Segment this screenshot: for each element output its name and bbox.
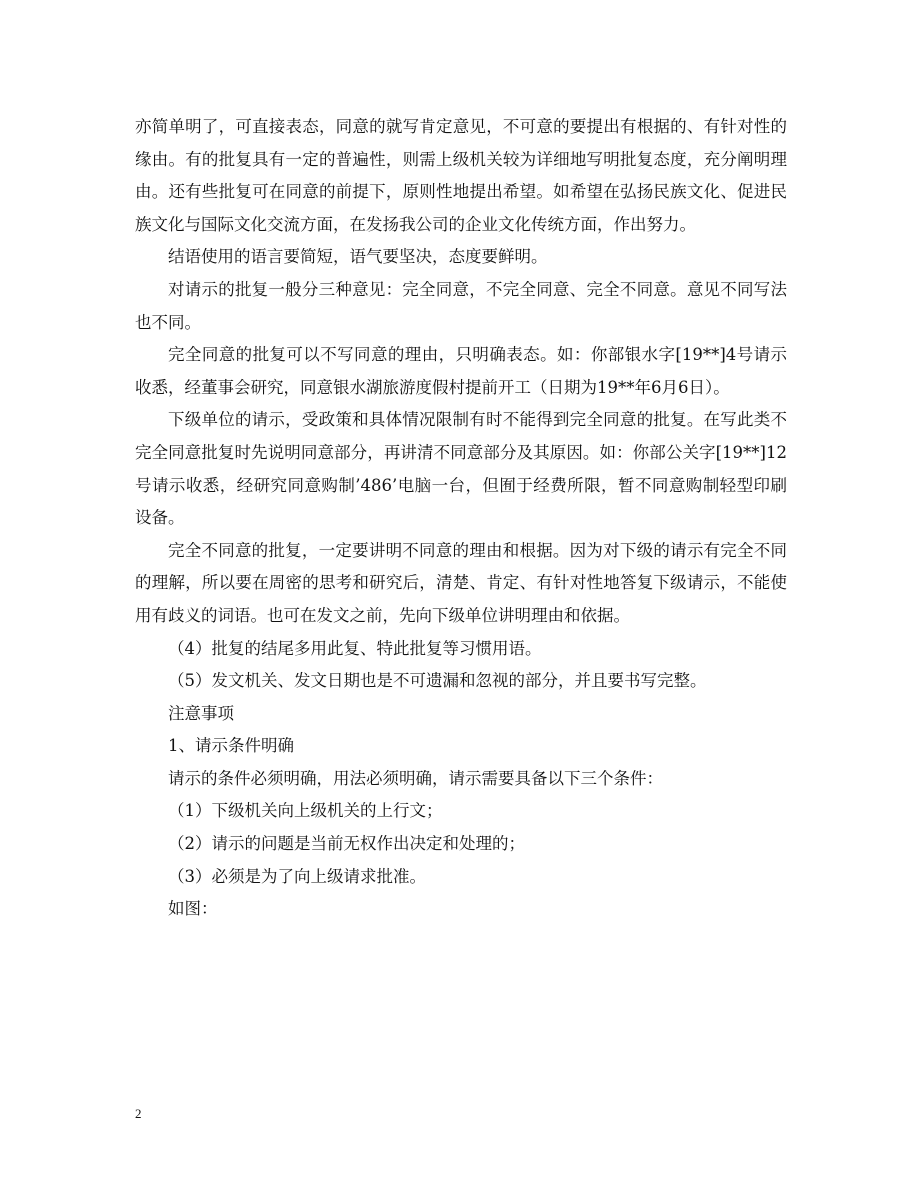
paragraph: 亦简单明了，可直接表态，同意的就写肯定意见，不可意的要提出有根据的、有针对性的缘由。有的批复具有一定的普遍性，则需上级机关较为详细地写明批复态度，充分阐明理由。还有些批复可在同意的前提下，原则性地提出希望。如希望在弘扬民族文化、促进民族文化与国际文化交流方面，在发扬我公司的企业文化传统方面，作出努力。 [135,117,787,234]
paragraph: 结语使用的语言要简短，语气要坚决，态度要鲜明。 [168,247,548,267]
page-number: 2 [135,1106,142,1121]
paragraph: 下级单位的请示，受政策和具体情况限制有时不能得到完全同意的批复。在写此类不完全同意批复时先说明同意部分，再讲清不同意部分及其原因。如：你部公关字[19**]12号请示收悉，经研究同意购制’486’电脑一台，但囿于经费所限，暂不同意购制轻型印刷设备。 [135,410,787,528]
paragraph: （4）批复的结尾多用此复、特此批复等习惯用语。 [168,638,542,658]
paragraph: 对请示的批复一般分三种意见：完全同意，不完全同意、完全不同意。意见不同写法也不同。 [135,279,787,332]
paragraph: 注意事项 [168,703,234,723]
paragraph: 完全同意的批复可以不写同意的理由，只明确表态。如：你部银水字[19**]4号请示收悉，经董事会研究，同意银水湖旅游度假村提前开工（日期为19**年6月6日）。 [135,345,787,397]
paragraph: （2）请示的问题是当前无权作出决定和处理的； [168,834,525,854]
paragraph: （1）下级机关向上级机关的上行文； [168,801,443,821]
paragraph: 完全不同意的批复，一定要讲明不同意的理由和根据。因为对下级的请示有完全不同的理解，所以要在周密的思考和研究后，清楚、肯定、有针对性地答复下级请示，不能使用有歧义的词语。也可在发文之前，先向下级单位讲明理由和依据。 [135,540,787,625]
paragraph: （5）发文机关、发文日期也是不可遗漏和忽视的部分，并且要书写完整。 [168,671,707,691]
document-body [135,111,787,926]
paragraph: 请示的条件必须明确，用法必须明确，请示需要具备以下三个条件： [168,768,663,788]
paragraph: 如图： [168,899,218,919]
paragraph: 1、请示条件明确 [168,736,294,756]
paragraph: （3）必须是为了向上级请求批准。 [168,866,426,886]
